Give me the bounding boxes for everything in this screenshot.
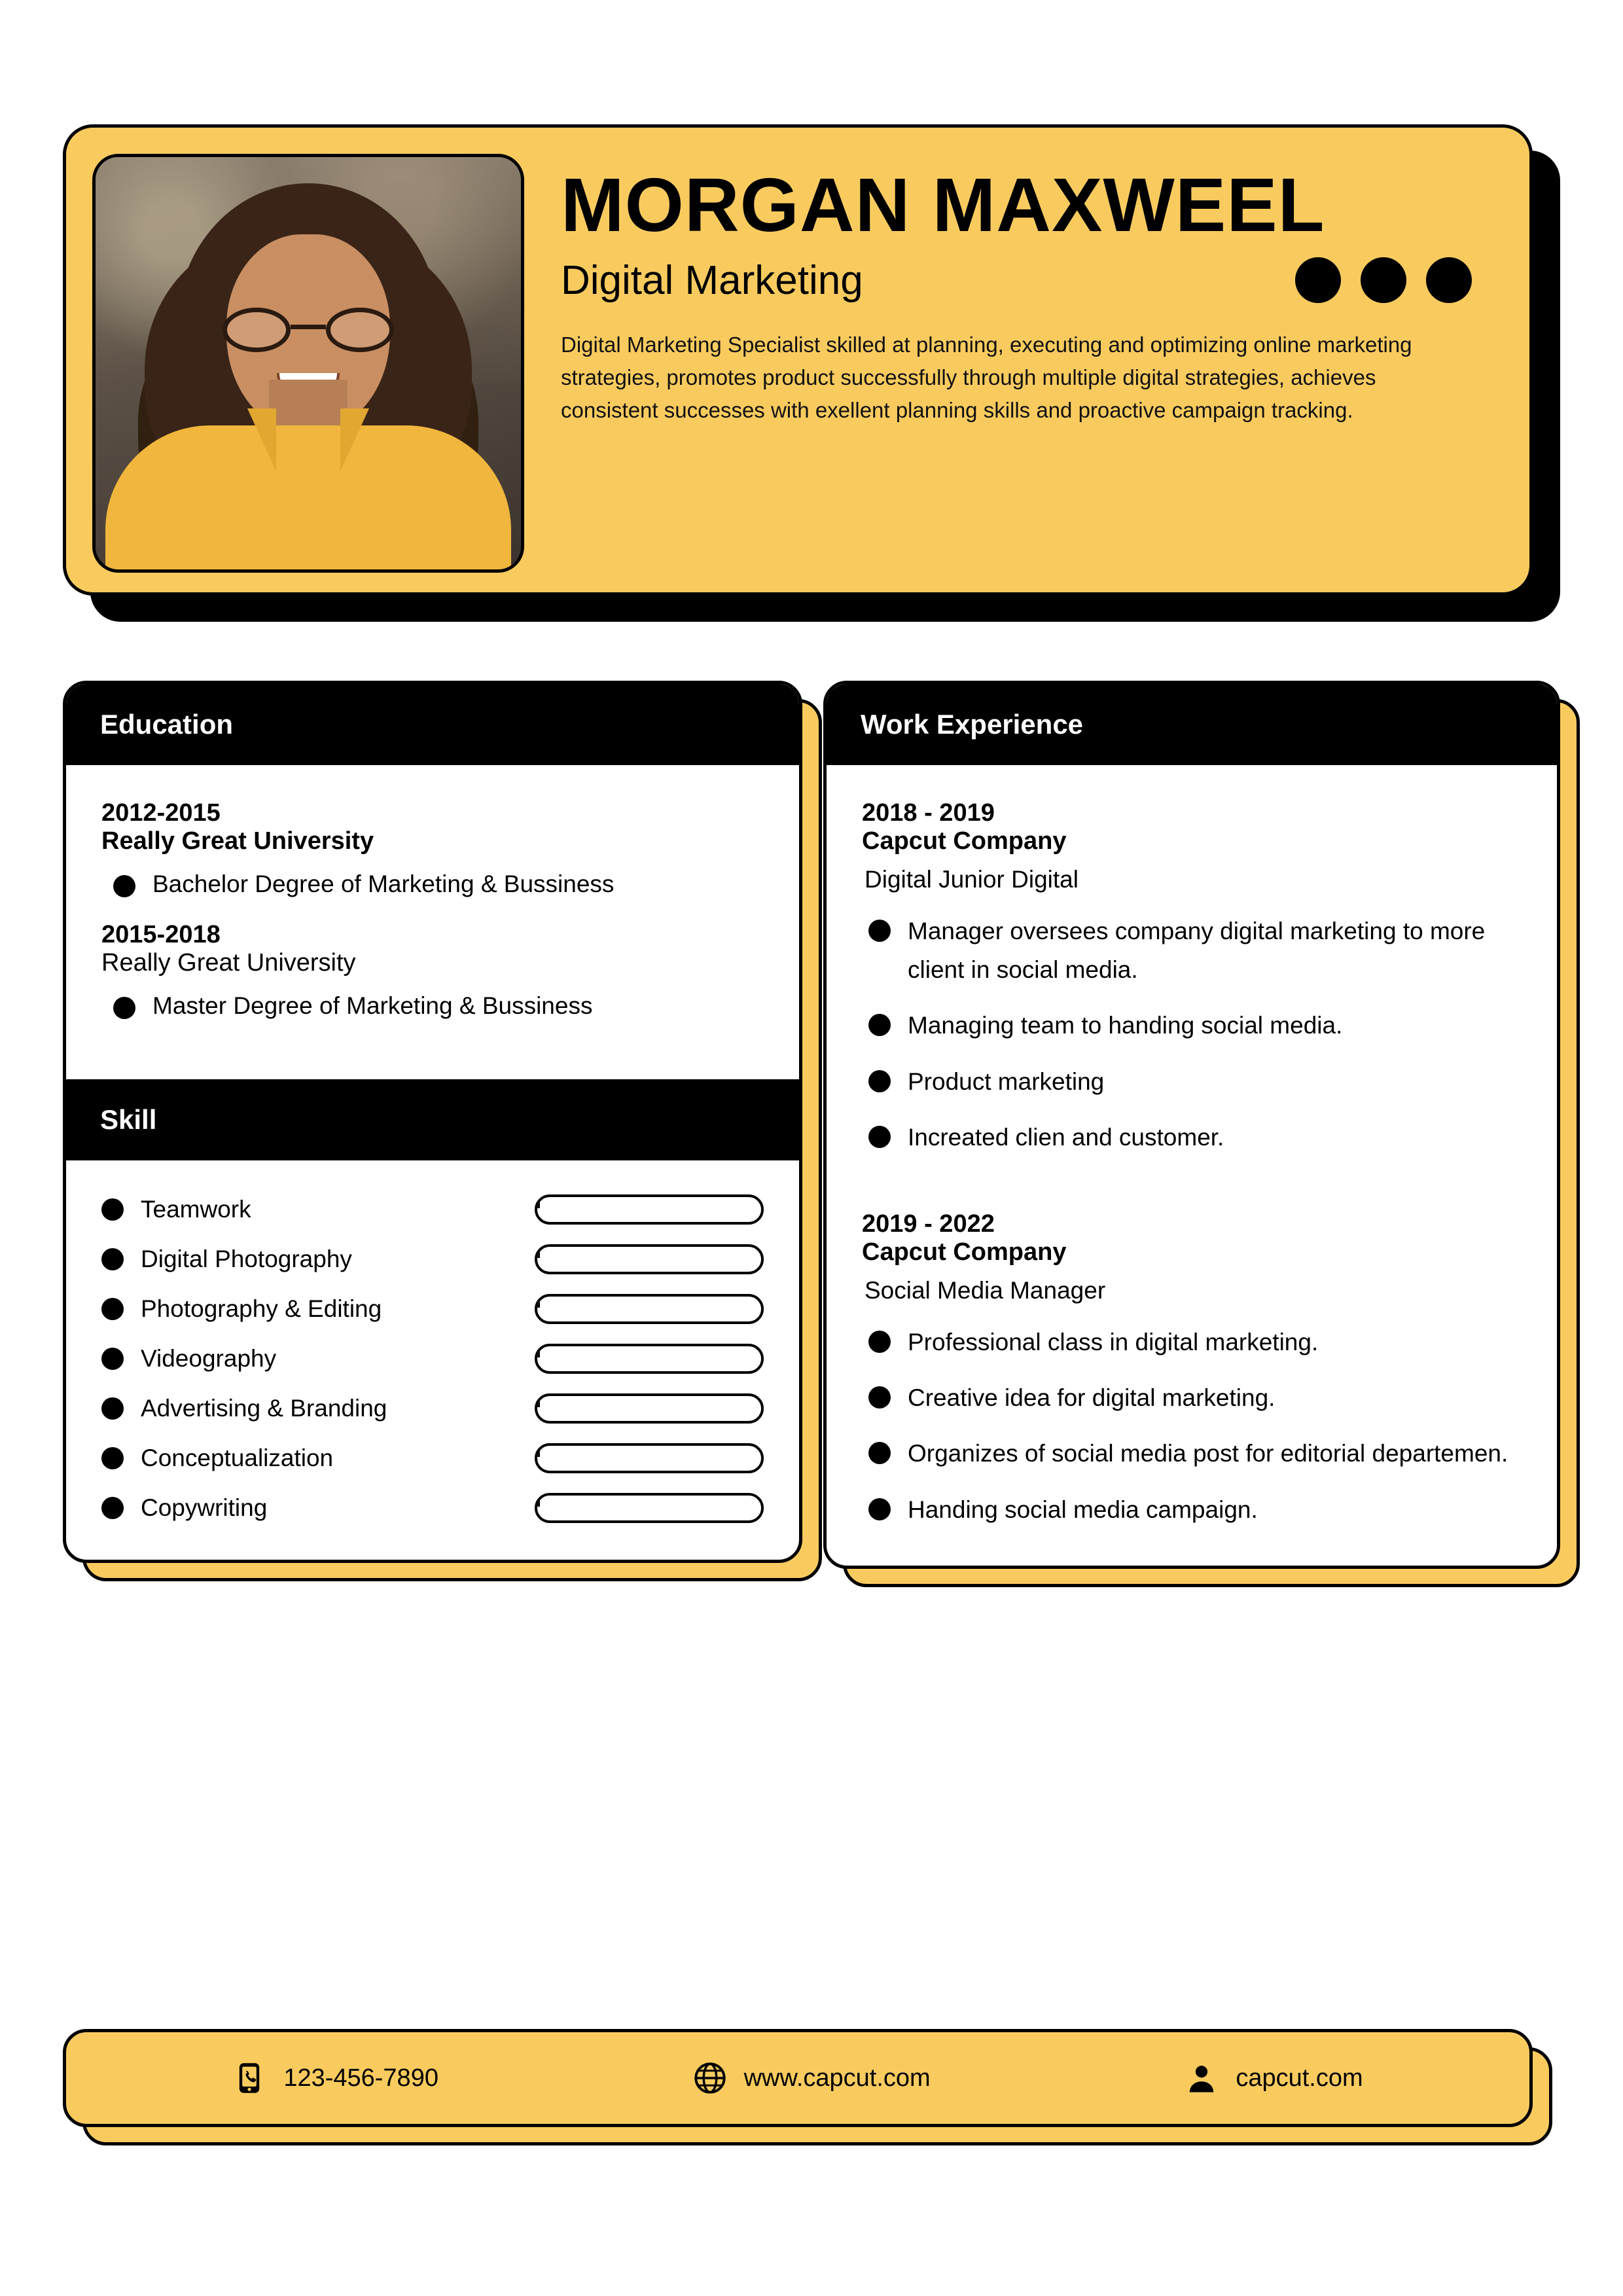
education-dates: 2012-2015 (101, 799, 221, 827)
work-bullet-text: Product marketing (908, 1067, 1105, 1095)
dot-icon (1426, 257, 1472, 303)
skill-bar-fill (537, 1247, 540, 1258)
left-column (63, 681, 802, 1563)
globe-icon (693, 2061, 727, 2095)
education-school: Really Great University (101, 948, 356, 977)
skill-label: Advertising & Branding (141, 1394, 387, 1422)
bullet-icon (101, 1298, 124, 1320)
education-bullet-text: Master Degree of Marketing & Bussiness (152, 992, 593, 1019)
skill-item (101, 1194, 764, 1225)
work-bullet (868, 912, 1522, 989)
work-bullet-text: Creative idea for digital marketing. (908, 1384, 1275, 1412)
education-heading: Education (66, 684, 799, 765)
education-content (66, 765, 799, 1079)
skill-content (66, 1160, 799, 1560)
footer-section (63, 2029, 1560, 2153)
skill-label: Teamwork (141, 1195, 251, 1223)
education-bullet-text: Bachelor Degree of Marketing & Bussiness (152, 870, 615, 897)
job-role-subtitle: Digital Marketing (561, 257, 863, 303)
work-company: Capcut Company (862, 1238, 1067, 1266)
glasses-bridge (291, 325, 326, 329)
website-url: www.capcut.com (743, 2064, 931, 2092)
education-bullet (113, 989, 764, 1023)
skill-bar (535, 1244, 764, 1274)
work-bullet-text: Manager oversees company digital marketing to more client in social media. (908, 918, 1486, 984)
role-row (561, 257, 1481, 304)
phone-number: 123-456-7890 (283, 2064, 438, 2092)
page-title: MORGAN MAXWEEL (561, 162, 1325, 247)
work-content (827, 765, 1557, 1566)
contact-handle[interactable] (1185, 2061, 1363, 2095)
skill-bar (535, 1194, 764, 1225)
skill-bar-fill (537, 1396, 540, 1407)
work-entry (862, 799, 1522, 1157)
skill-bar (535, 1443, 764, 1473)
work-role: Digital Junior Digital (865, 866, 1079, 893)
work-bullet-list (868, 912, 1522, 1157)
contact-website[interactable] (693, 2061, 931, 2095)
bullet-icon (868, 1442, 891, 1464)
education-bullet (113, 867, 764, 901)
bullet-icon (101, 1497, 124, 1519)
work-bullet-text: Managing team to handing social media. (908, 1012, 1343, 1039)
glasses-lens-right (326, 308, 394, 352)
skill-item (101, 1443, 764, 1473)
header-text (524, 154, 1503, 427)
bullet-icon (101, 1348, 124, 1370)
photo-collar-left (247, 408, 276, 471)
work-bullet (868, 1490, 1522, 1529)
skill-label: Copywriting (141, 1494, 268, 1521)
work-bullet (868, 1378, 1522, 1417)
work-bullet (868, 1006, 1522, 1045)
education-entry (101, 921, 764, 1023)
bullet-icon (101, 1447, 124, 1469)
work-entry (862, 1210, 1522, 1529)
work-bullet (868, 1323, 1522, 1361)
work-bullet-text: Increated clien and customer. (908, 1123, 1224, 1151)
section-spacer (862, 1174, 1522, 1210)
skill-item (101, 1344, 764, 1374)
dot-icon (1361, 257, 1406, 303)
education-panel (63, 681, 802, 1563)
dot-icon (1295, 257, 1341, 303)
work-bullet (868, 1118, 1522, 1157)
bullet-icon (868, 1498, 891, 1520)
photo-shirt (105, 425, 511, 573)
bullet-icon (868, 1331, 891, 1353)
right-column (823, 681, 1560, 1569)
skill-bar (535, 1294, 764, 1324)
skill-item (101, 1294, 764, 1324)
work-bullet (868, 1062, 1522, 1101)
skill-bar-fill (537, 1446, 540, 1457)
education-panel-body (63, 681, 802, 1563)
glasses-lens-left (223, 308, 291, 352)
education-entry (101, 799, 764, 901)
work-dates: 2019 - 2022 (862, 1210, 995, 1238)
skill-bar-fill (537, 1496, 540, 1507)
skill-bar (535, 1493, 764, 1523)
work-bullet-text: Handing social media campaign. (908, 1496, 1258, 1523)
skill-bar (535, 1344, 764, 1374)
bullet-icon (113, 997, 135, 1019)
skill-item (101, 1244, 764, 1274)
skill-bar-fill (537, 1197, 540, 1208)
bullet-icon (868, 920, 891, 942)
education-school: Really Great University (101, 827, 374, 855)
bullet-icon (868, 1014, 891, 1036)
work-heading: Work Experience (827, 684, 1557, 765)
education-dates: 2015-2018 (101, 920, 221, 948)
work-company: Capcut Company (862, 827, 1067, 855)
skill-bar-fill (537, 1346, 540, 1357)
bullet-icon (868, 1070, 891, 1092)
work-bullet (868, 1434, 1522, 1473)
work-role: Social Media Manager (865, 1276, 1106, 1304)
work-panel-body (823, 681, 1560, 1569)
work-dates: 2018 - 2019 (862, 799, 995, 827)
glasses-icon (223, 308, 394, 352)
contact-phone[interactable] (232, 2061, 438, 2095)
bullet-icon (101, 1248, 124, 1270)
skill-bar-fill (537, 1297, 540, 1308)
work-bullet-list (868, 1323, 1522, 1529)
skill-label: Digital Photography (141, 1245, 352, 1272)
skill-label: Conceptualization (141, 1444, 334, 1471)
skill-item (101, 1493, 764, 1523)
phone-icon (232, 2061, 266, 2095)
decorative-dots (1295, 257, 1481, 303)
bullet-icon (868, 1386, 891, 1408)
skill-item (101, 1393, 764, 1424)
bullet-icon (868, 1126, 891, 1148)
header-section (63, 124, 1560, 622)
bullet-icon (101, 1397, 124, 1420)
person-icon (1185, 2061, 1219, 2095)
bullet-icon (101, 1198, 124, 1221)
profile-photo (92, 154, 524, 573)
skill-label: Photography & Editing (141, 1295, 382, 1322)
profile-summary: Digital Marketing Specialist skilled at planning, executing and optimizing online marketing strategies, promotes product successfully through multiple digital strategies, achieves consistent successes with exellent planning skills and proactive campaign tracking. (561, 332, 1412, 423)
work-bullet-text: Organizes of social media post for editorial departemen. (908, 1440, 1508, 1467)
bullet-icon (113, 875, 135, 897)
header-card (63, 124, 1533, 596)
contact-bar (63, 2029, 1533, 2127)
skill-heading: Skill (66, 1079, 799, 1160)
skill-bar (535, 1393, 764, 1424)
work-bullet-text: Professional class in digital marketing. (908, 1328, 1319, 1355)
skill-label: Videography (141, 1344, 277, 1372)
handle-text: capcut.com (1236, 2064, 1363, 2092)
photo-collar-right (340, 408, 369, 471)
work-panel (823, 681, 1560, 1569)
